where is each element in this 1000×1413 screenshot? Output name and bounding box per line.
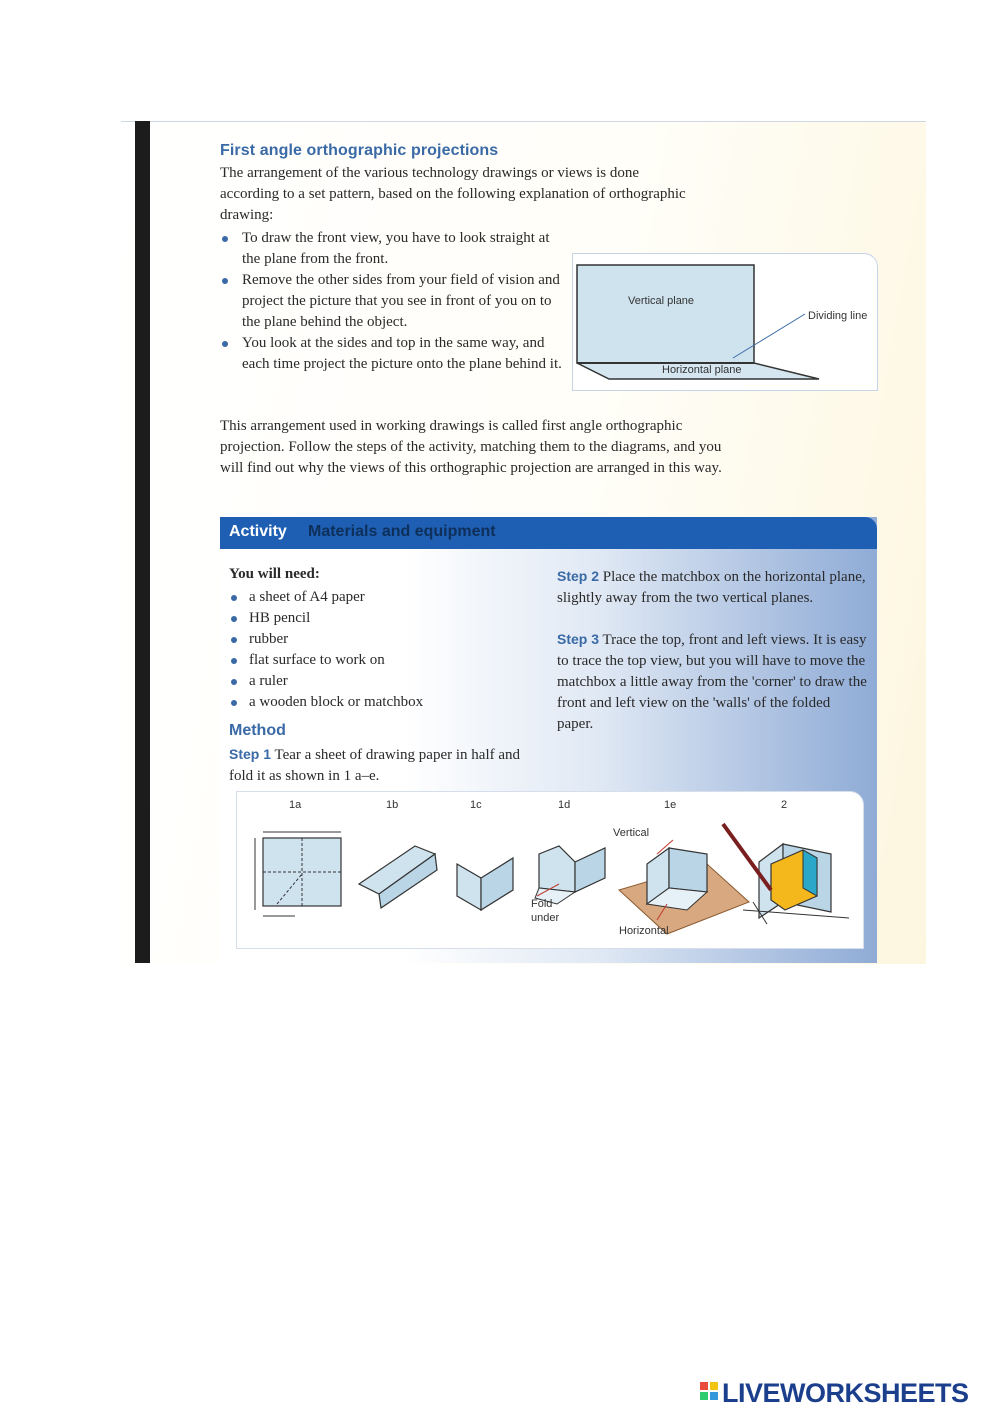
fig-1b-label: 1b bbox=[386, 799, 399, 811]
activity-box bbox=[220, 517, 877, 963]
fold-under-label-2: under bbox=[531, 912, 560, 924]
step-1 bbox=[229, 744, 529, 787]
step-3-text: Trace the top, front and left views. It is easy to trace the top view, but you will have to move the matchbox a little away from the 'corner' to draw the front and left view on the 'walls' of the folded paper. bbox=[557, 632, 867, 732]
vertical-plane-label: Vertical plane bbox=[628, 295, 695, 307]
bullet-dot bbox=[222, 341, 228, 347]
plane-diagram-svg bbox=[573, 254, 877, 390]
plane-diagram bbox=[572, 253, 878, 391]
step-1-text: Tear a sheet of drawing paper in half and fold it as shown in 1 a–e. bbox=[229, 747, 521, 784]
intro-paragraph: The arrangement of the various technology drawings or views is done according to a set pattern, based on the following explanation of orthographic drawing: bbox=[220, 165, 686, 223]
list-item: a ruler bbox=[229, 671, 423, 692]
activity-subheading: Materials and equipment bbox=[308, 523, 496, 540]
logo-square bbox=[700, 1382, 708, 1390]
horizontal-label: Horizontal bbox=[619, 925, 669, 937]
folding-diagram bbox=[236, 791, 864, 949]
bullet-dot bbox=[231, 700, 237, 706]
bullet-item: Remove the other sides from your field of vision and project the picture that you see in front of you on to the plane behind the object. bbox=[220, 270, 570, 333]
fig-1d bbox=[531, 846, 605, 924]
method-title: Method bbox=[229, 722, 286, 739]
list-item: a sheet of A4 paper bbox=[229, 587, 423, 608]
explanation-bullets bbox=[220, 228, 570, 375]
step-3 bbox=[557, 629, 867, 735]
step-2 bbox=[557, 566, 867, 609]
section-title: First angle orthographic projections bbox=[220, 142, 499, 159]
list-item: a wooden block or matchbox bbox=[229, 692, 423, 713]
fig-1c-label: 1c bbox=[470, 799, 482, 811]
step-1-label: Step 1 bbox=[229, 746, 272, 762]
step-2-label: Step 2 bbox=[557, 568, 600, 584]
bullet-dot bbox=[231, 637, 237, 643]
step-2-text: Place the matchbox on the horizontal plane, slightly away from the two vertical planes. bbox=[557, 569, 866, 606]
logo-square bbox=[710, 1382, 718, 1390]
fig-2 bbox=[723, 824, 849, 924]
fold-under-label-1: Fold bbox=[531, 898, 553, 910]
folding-diagram-svg bbox=[237, 792, 863, 948]
bullet-dot bbox=[231, 595, 237, 601]
logo-square bbox=[700, 1392, 708, 1400]
fig-1a-label: 1a bbox=[289, 799, 302, 811]
fig-1e-label: 1e bbox=[664, 799, 677, 811]
bullet-item: To draw the front view, you have to look straight at the plane from the front. bbox=[220, 228, 570, 270]
vertical-label: Vertical bbox=[613, 827, 650, 839]
fig-1d-label: 1d bbox=[558, 799, 571, 811]
materials-list bbox=[229, 587, 423, 713]
bullet-dot bbox=[222, 278, 228, 284]
list-item: HB pencil bbox=[229, 608, 423, 629]
step-3-label: Step 3 bbox=[557, 631, 600, 647]
horizontal-plane-label: Horizontal plane bbox=[662, 364, 742, 376]
fig-1b bbox=[359, 846, 437, 908]
bullet-item: You look at the sides and top in the same way, and each time project the picture onto the plane behind it. bbox=[220, 333, 570, 375]
activity-heading: Activity bbox=[229, 523, 287, 540]
list-item: rubber bbox=[229, 629, 423, 650]
logo-text: LIVEWORKSHEETS bbox=[722, 1378, 969, 1408]
bullet-dot bbox=[231, 679, 237, 685]
need-title: You will need: bbox=[229, 566, 320, 582]
bullet-dot bbox=[231, 616, 237, 622]
fig-2-label: 2 bbox=[781, 799, 788, 811]
activity-header bbox=[220, 517, 877, 549]
list-item: flat surface to work on bbox=[229, 650, 423, 671]
bullet-dot bbox=[231, 658, 237, 664]
vertical-plane bbox=[577, 265, 754, 363]
bullet-dot bbox=[222, 236, 228, 242]
dividing-line-label: Dividing line bbox=[808, 310, 868, 322]
fig-1e bbox=[613, 827, 749, 937]
fig-1a bbox=[255, 832, 341, 916]
fig-1c bbox=[457, 858, 513, 910]
page-margin-bar bbox=[135, 121, 150, 963]
logo-square bbox=[710, 1392, 718, 1400]
arrangement-paragraph: This arrangement used in working drawings is called first angle orthographic projection. Follow the steps of the activity, matching them to the diagrams, and you will find out why the views of this orthographic projection are arranged in this way. bbox=[220, 418, 722, 476]
